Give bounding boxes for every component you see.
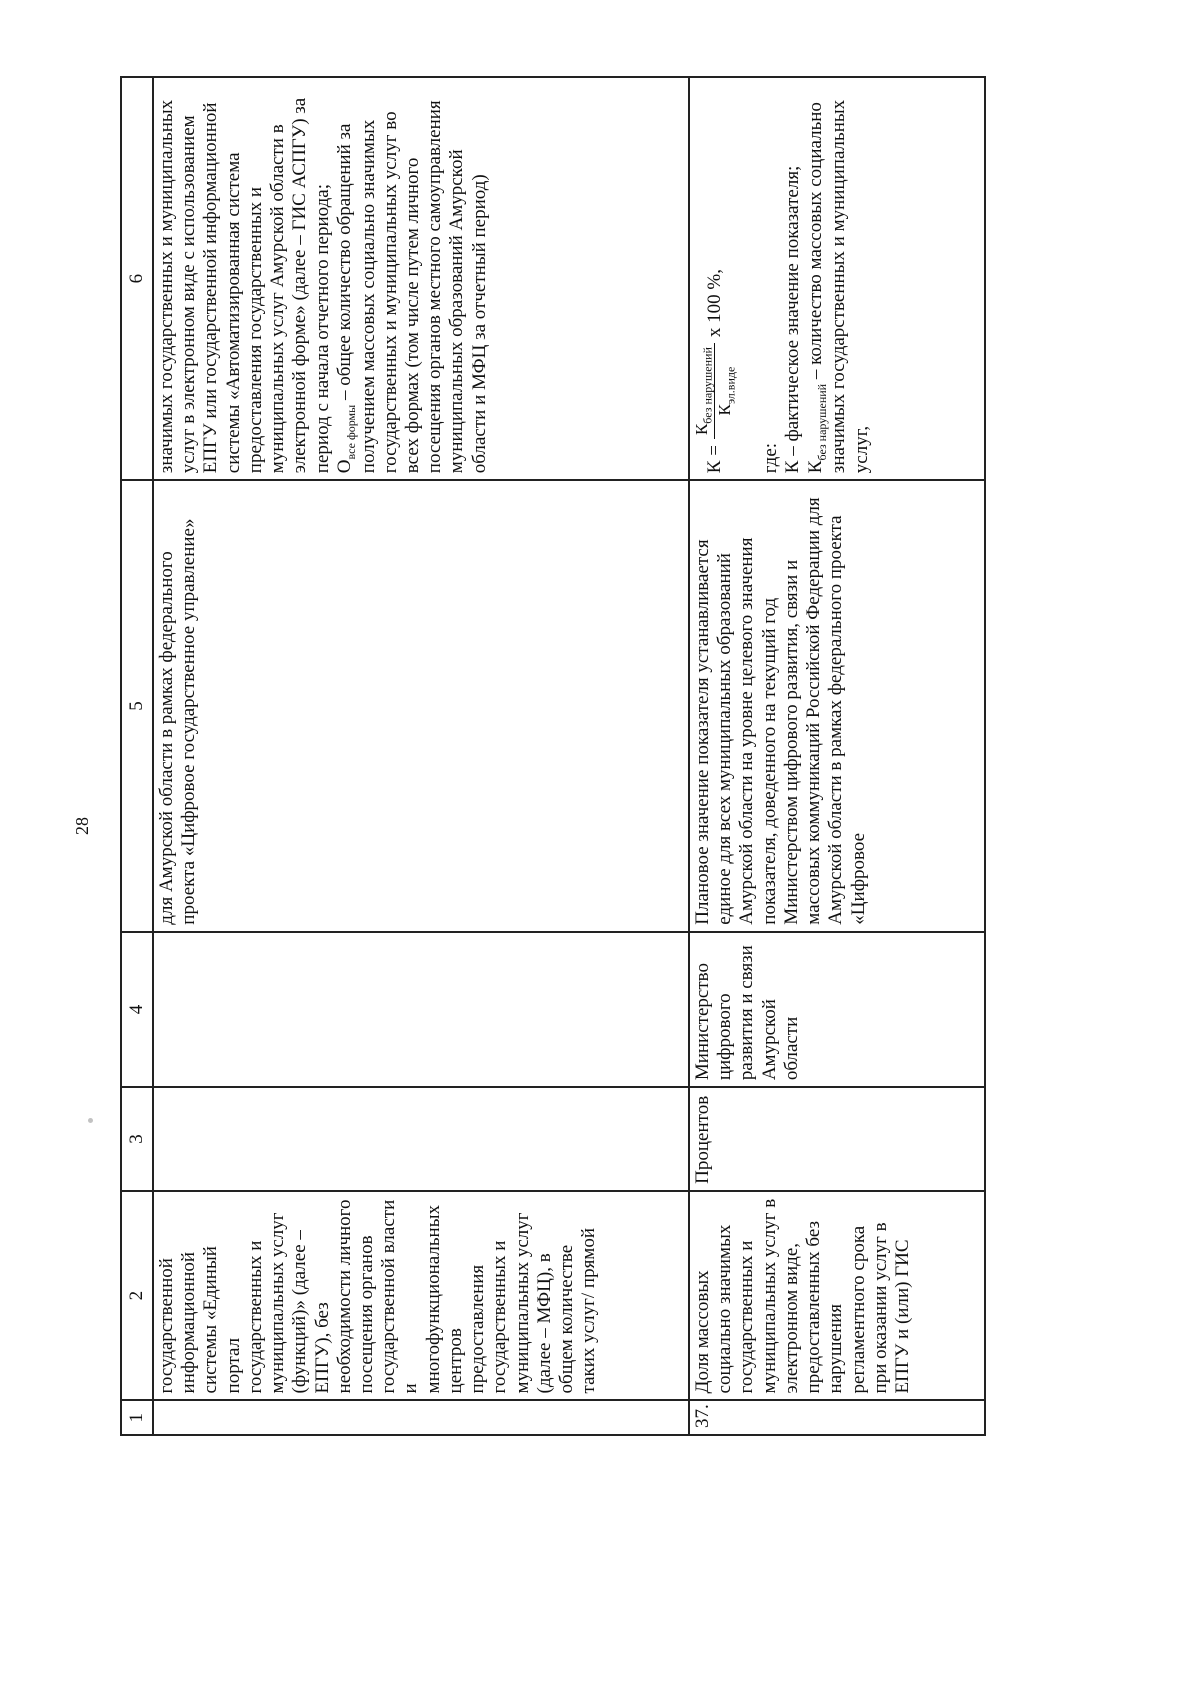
calculation-text-b: – общее количество обращений за получением массовых социально значимых государственных и муниципальных услуг во всех формах (том числе путем личного посещения органов местного самоуправления муниципальных образований Амурской области и МФЦ за отчетный период) (333, 100, 490, 474)
table-row (153, 77, 689, 1435)
formula-fraction (692, 343, 738, 439)
header-row (121, 77, 153, 1435)
scan-speck (88, 1118, 93, 1123)
cell-calculation (689, 77, 985, 480)
page-number: 28 (72, 817, 92, 835)
formula-denominator (715, 363, 737, 420)
cell-number (153, 1400, 689, 1435)
numerator-sub: без нарушений (700, 347, 715, 424)
formula-lhs: К = (703, 445, 725, 474)
kb-sub: без нарушений (814, 383, 829, 461)
kb-var: К (804, 460, 826, 474)
cell-indicator-name: Доля массовых социально значимых государственных и муниципальных услуг в электронном виде, предоставленных без нарушения регламентного срока при оказании услуг в ЕПГУ и (или) ГИС (689, 1191, 985, 1401)
cell-unit (153, 1087, 689, 1191)
cell-planned-value: Плановое значение показателя устанавливается единое для всех муниципальных образований Амурской области на уровне целевого значения показателя, доведенного на текущий год Министерством цифрового развития, связи и массовых коммуникаций Российской Федерации для Амурской области в рамках федерального проекта «Цифровое (689, 480, 985, 932)
cell-number: 37. (689, 1400, 985, 1435)
var-o: O (333, 459, 355, 474)
cell-responsible: Министерство цифрового развития и связи Амурской области (689, 932, 985, 1087)
kb-definition: – количество массовых социально значимых государственных и муниципальных услуг, (804, 99, 872, 474)
k-definition: К – фактическое значение показателя; (782, 165, 804, 474)
cell-indicator-name: государственной информационной системы «Единый портал государственных и муниципальных услуг (функций)» (далее – ЕПГУ), без необходимости личного посещения органов государственной власти и многофункциональных центров предоставления государственных и муниципальных услуг (далее – МФЦ), в общем количестве таких услуг/ прямой (153, 1191, 689, 1401)
calculation-text-a: значимых государственных и муниципальных услуг в электронном виде с использованием ЕПГУ или государственной информационной системы «Автоматизированная система предоставления государственных и муниципальных услуг Амурской области в электронной форме» (далее – ГИС АСПГУ) за период с начала отчетного периода; (156, 97, 333, 474)
header-col-4: 4 (121, 932, 153, 1087)
header-col-6: 6 (121, 77, 153, 480)
indicators-table (120, 76, 986, 1436)
formula-numerator (692, 343, 715, 439)
cell-responsible (153, 932, 689, 1087)
table-row (689, 77, 985, 1435)
where-label: где: (760, 442, 782, 474)
rotated-table-container (120, 76, 1050, 1436)
header-col-3: 3 (121, 1087, 153, 1191)
header-col-1: 1 (121, 1400, 153, 1435)
formula-rhs: x 100 %, (703, 269, 725, 338)
numerator-var: К (692, 423, 711, 436)
header-col-2: 2 (121, 1191, 153, 1401)
cell-planned-value: для Амурской области в рамках федерального проекта «Цифровое государственное управление» (153, 480, 689, 932)
header-col-5: 5 (121, 480, 153, 932)
denominator-var: К (715, 404, 735, 416)
var-o-sub: все формы (343, 404, 358, 460)
denominator-sub: эл.виде (723, 366, 738, 405)
cell-unit: Процентов (689, 1087, 985, 1191)
formula (692, 269, 738, 473)
cell-calculation (153, 77, 689, 480)
